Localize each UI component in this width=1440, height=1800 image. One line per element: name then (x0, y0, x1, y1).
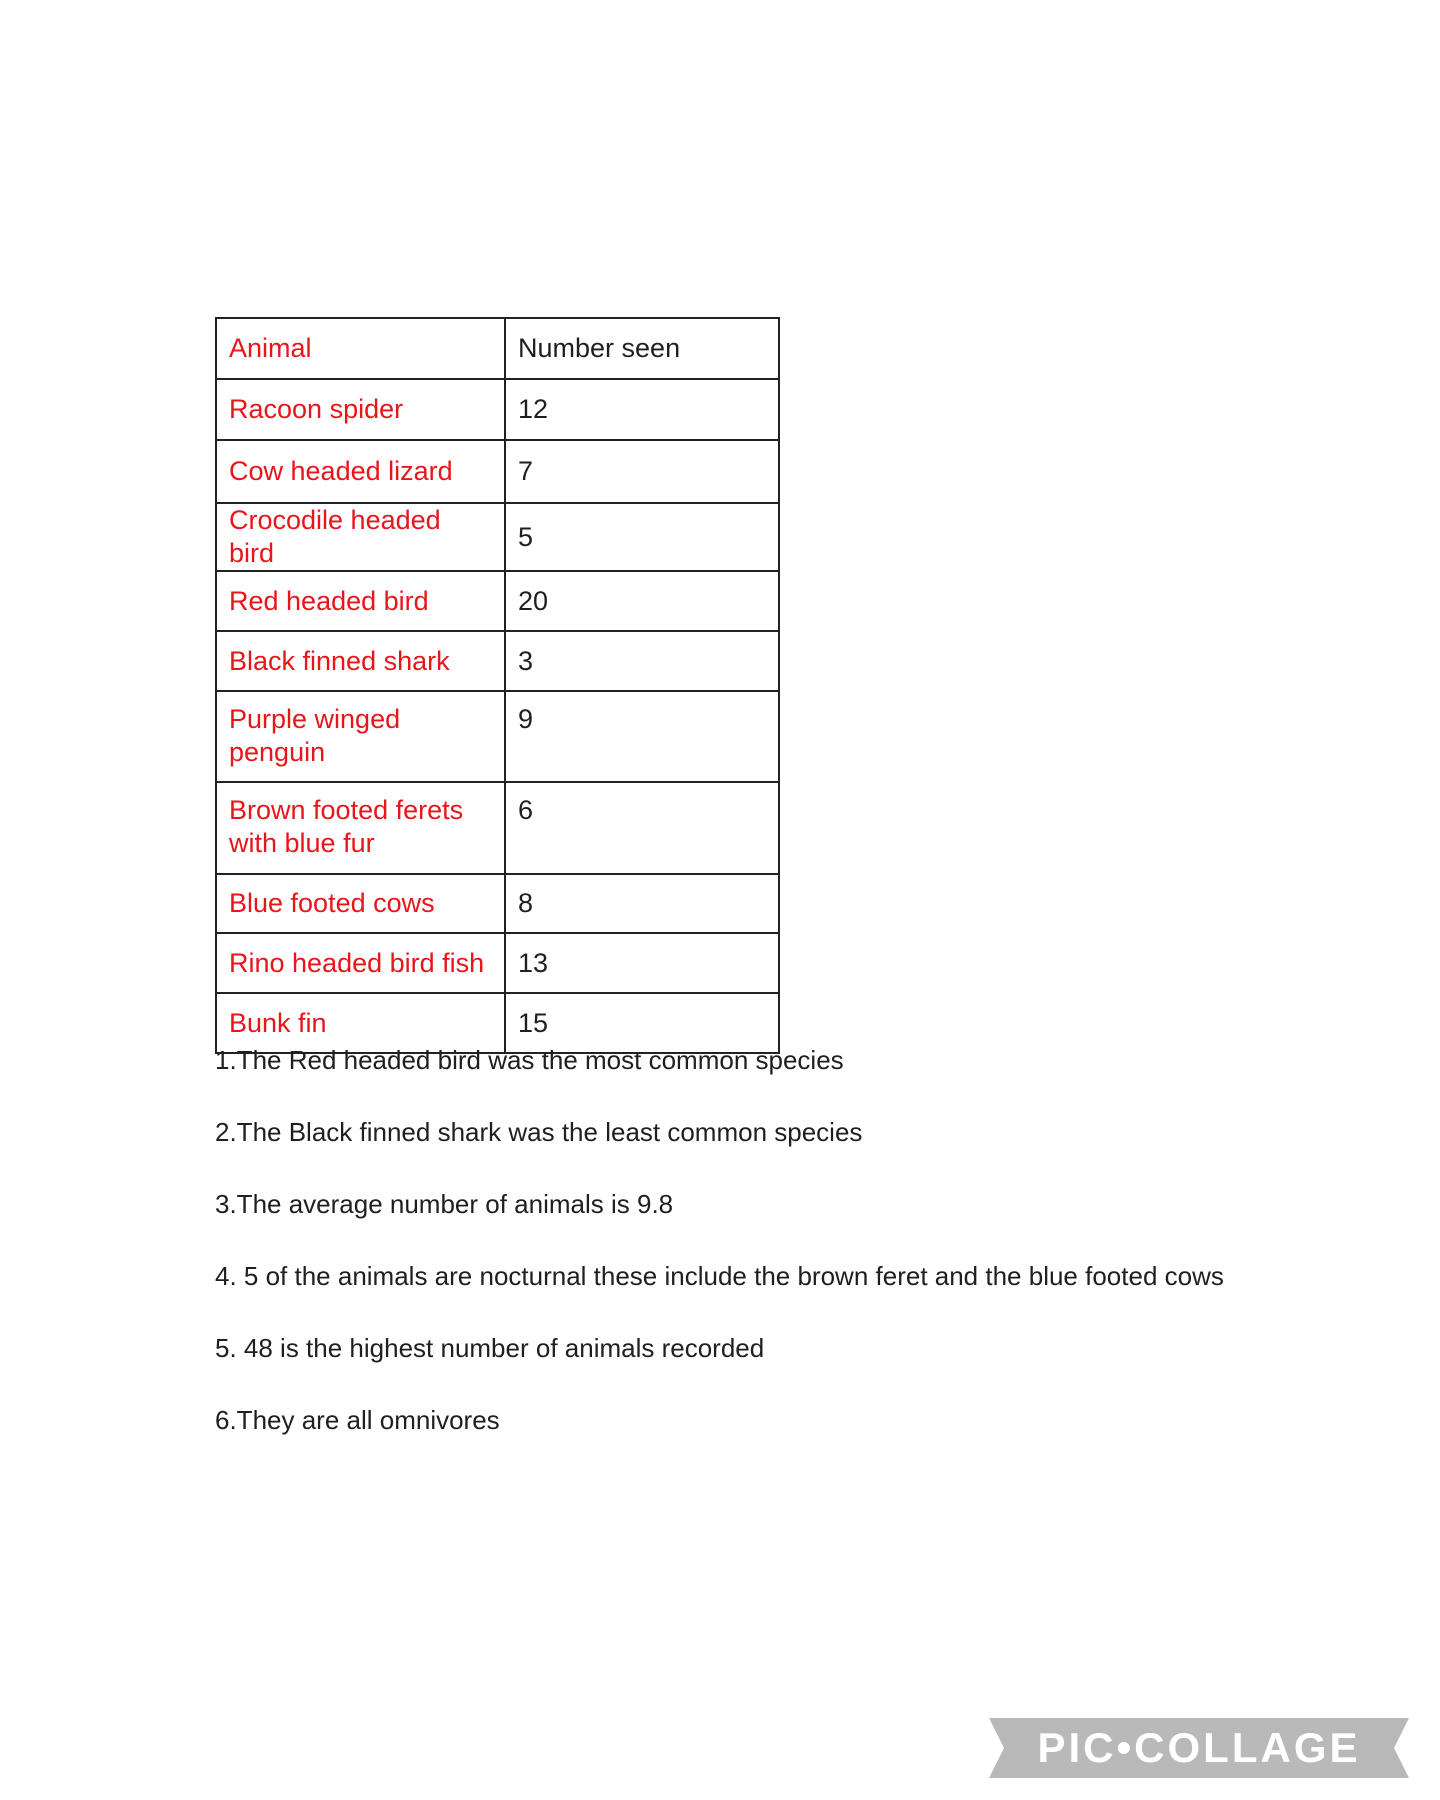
count-cell: 3 (505, 631, 779, 691)
header-number-seen: Number seen (505, 318, 779, 379)
findings-list (215, 1043, 1315, 1475)
table-row (216, 782, 779, 874)
table-row (216, 933, 779, 993)
animal-cell: Crocodile headed bird (216, 503, 505, 571)
count-cell: 9 (505, 691, 779, 782)
count-cell: 7 (505, 440, 779, 503)
count-cell: 6 (505, 782, 779, 874)
count-cell: 8 (505, 874, 779, 933)
table-row (216, 503, 779, 571)
count-cell: 13 (505, 933, 779, 993)
animal-cell: Red headed bird (216, 571, 505, 631)
table-row (216, 874, 779, 933)
finding-item: 6.They are all omnivores (215, 1405, 500, 1435)
header-animal: Animal (216, 318, 505, 379)
pic-collage-watermark (989, 1718, 1409, 1778)
finding-item: 4. 5 of the animals are nocturnal these include the brown feret and the blue footed cows (215, 1261, 1224, 1291)
count-cell: 20 (505, 571, 779, 631)
animal-cell: Cow headed lizard (216, 440, 505, 503)
table-row (216, 691, 779, 782)
table-header-row (216, 318, 779, 379)
table-row (216, 631, 779, 691)
count-cell: 15 (505, 993, 779, 1053)
finding-item: 5. 48 is the highest number of animals recorded (215, 1333, 765, 1363)
animal-cell: Black finned shark (216, 631, 505, 691)
animal-cell: Brown footed ferets with blue fur (216, 782, 505, 874)
animal-cell: Rino headed bird fish (216, 933, 505, 993)
animal-cell: Blue footed cows (216, 874, 505, 933)
table-row (216, 440, 779, 503)
table-row (216, 379, 779, 440)
finding-item: 1.The Red headed bird was the most common species (215, 1045, 844, 1075)
finding-item: 3.The average number of animals is 9.8 (215, 1189, 674, 1219)
animal-count-table (215, 317, 780, 1054)
pic-collage-logo-icon (989, 1718, 1409, 1778)
animal-cell: Bunk fin (216, 993, 505, 1053)
count-cell: 5 (505, 503, 779, 571)
table-row (216, 571, 779, 631)
finding-item: 2.The Black finned shark was the least common species (215, 1117, 863, 1147)
watermark-text: PIC•COLLAGE (1037, 1724, 1361, 1771)
count-cell: 12 (505, 379, 779, 440)
animal-cell: Purple winged penguin (216, 691, 505, 782)
animal-cell: Racoon spider (216, 379, 505, 440)
